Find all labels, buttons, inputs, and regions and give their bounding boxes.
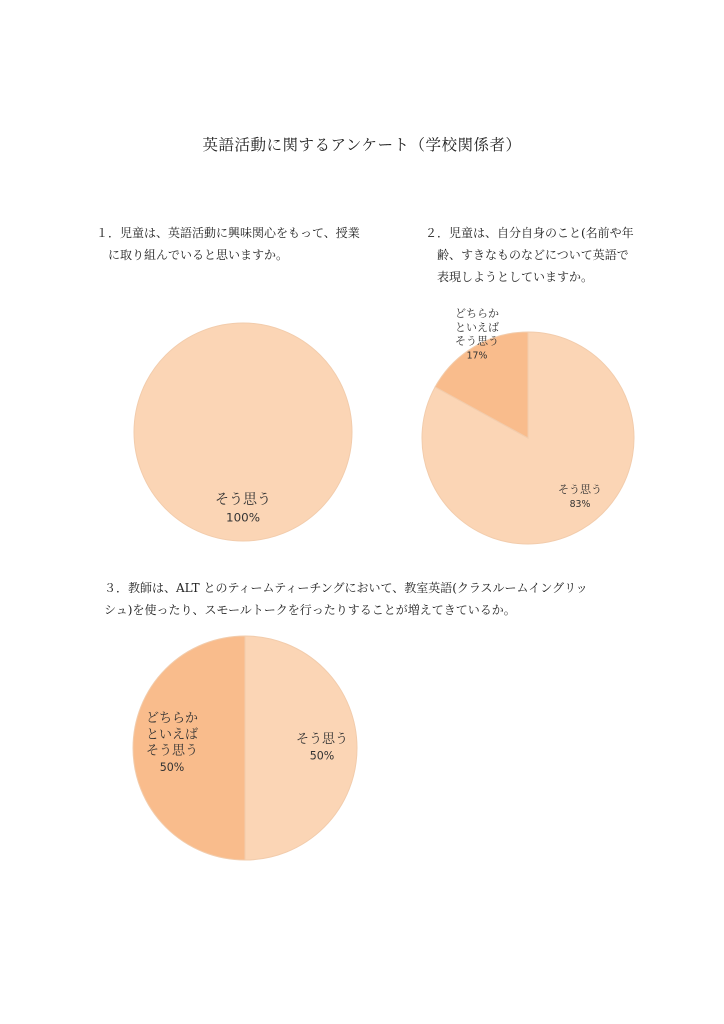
pie-chart-1 bbox=[126, 315, 366, 555]
question-2-line-1: ２．児童は、自分自身のこと(名前や年 bbox=[425, 226, 634, 240]
question-3-line-1: ３．教師は、ALT とのティームティーチングにおいて、教室英語(クラスルームイングリッ bbox=[104, 581, 588, 595]
pie-chart-2 bbox=[415, 307, 645, 555]
question-3 bbox=[104, 577, 664, 621]
pie-3-label-1: そう思う 50% bbox=[295, 732, 349, 763]
question-3-line-2: シュ)を使ったり、スモールトークを行ったりすることが増えてきているか。 bbox=[104, 603, 516, 617]
question-2-line-3: 表現しようとしていますか。 bbox=[425, 270, 594, 284]
pie-2-label-2: どちらかといえばそう思う 17% bbox=[455, 307, 499, 362]
pie-2-label-1: そう思う 83% bbox=[558, 483, 602, 510]
pie-1-label-1: そう思う 100% bbox=[215, 492, 271, 525]
pie-3-slice-1 bbox=[245, 636, 357, 860]
pie-chart-3 bbox=[127, 630, 367, 870]
question-1-line-1: １．児童は、英語活動に興味関心をもって、授業 bbox=[96, 226, 360, 240]
pie-3-label-2: どちらかといえばそう思う 50% bbox=[145, 711, 199, 774]
question-2 bbox=[425, 222, 655, 288]
question-1-line-2: に取り組んでいると思いますか。 bbox=[96, 248, 289, 262]
question-1 bbox=[96, 222, 396, 266]
question-2-line-2: 齢、すきなものなどについて英語で bbox=[425, 248, 629, 262]
pie-1-slice-1 bbox=[134, 323, 352, 541]
page-title: 英語活動に関するアンケート（学校関係者） bbox=[202, 136, 522, 154]
